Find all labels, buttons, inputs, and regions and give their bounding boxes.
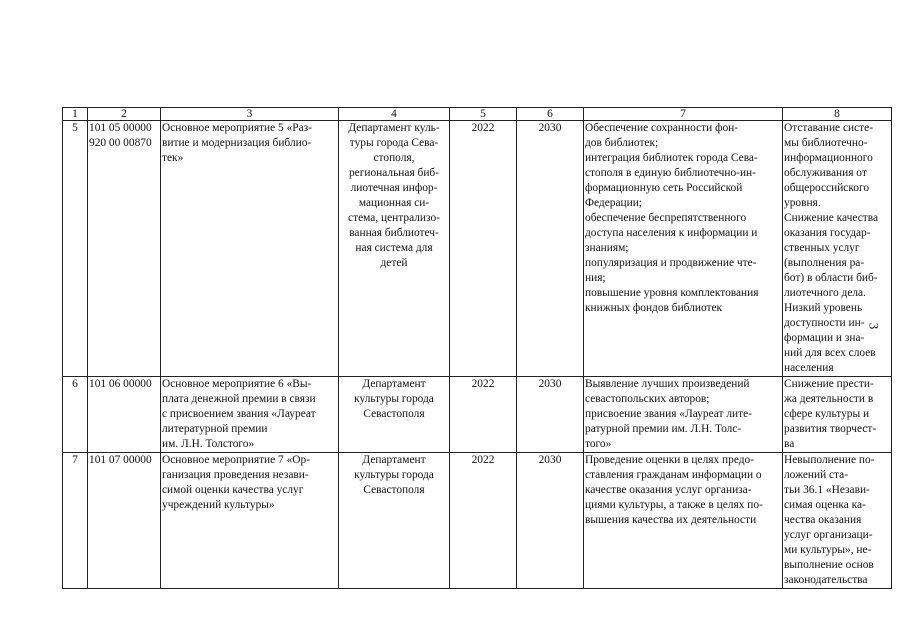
table-row — [63, 121, 892, 377]
expected-result-line: книжных фондов библиотек — [585, 302, 723, 314]
non-implementation-consequence-line: Снижение качества — [784, 212, 879, 224]
non-implementation-consequence-line: жа деятельности в — [784, 393, 874, 405]
non-implementation-consequence-line: Отставание систе- — [784, 122, 873, 134]
expected-result-cell — [584, 377, 783, 453]
non-implementation-consequence-line: Снижение прести- — [784, 378, 874, 390]
non-implementation-consequence-cell — [783, 453, 892, 589]
expected-result-line: повышение уровня комплектования — [585, 287, 759, 299]
budget-code-line: 101 06 00000 — [89, 378, 152, 390]
executor-line: мационная си- — [358, 197, 430, 209]
expected-result-line: стополя в единую библиотечно-ин- — [585, 167, 756, 179]
non-implementation-consequence-line: информационного — [784, 152, 873, 164]
non-implementation-consequence-line: уровня. — [784, 197, 821, 209]
non-implementation-consequence-cell — [783, 121, 892, 377]
expected-result-line: знаниям; — [585, 242, 629, 254]
col-header: 3 — [161, 108, 339, 121]
expected-result-cell — [584, 121, 783, 377]
non-implementation-consequence-line: чества оказания — [784, 514, 862, 526]
event-name-line: Основное мероприятие 5 «Раз- — [162, 122, 312, 134]
non-implementation-consequence-line: бот) в области биб- — [784, 272, 878, 284]
event-name-line: Основное мероприятие 7 «Ор- — [162, 454, 310, 466]
expected-result-line: Федерации; — [585, 197, 642, 209]
non-implementation-consequence-line: Невыполнение по- — [784, 454, 875, 466]
non-implementation-consequence-line: формации и зна- — [784, 332, 865, 344]
col-header: 6 — [517, 108, 584, 121]
row-number-cell: 6 — [63, 377, 88, 453]
non-implementation-consequence-line: развития творчест- — [784, 423, 877, 435]
non-implementation-consequence-line: (выполнения ра- — [784, 257, 865, 269]
executor-line: культуры города — [354, 393, 434, 405]
executor-line: стополя, — [373, 152, 415, 164]
executor-line: ванная библиотеч- — [349, 227, 439, 239]
non-implementation-consequence-line: ний для всех слоев — [784, 347, 876, 359]
event-name-line: с присвоением звания «Лауреат — [162, 408, 316, 420]
event-name-line: симой оценки качества услуг — [162, 484, 304, 496]
event-name-line: ганизация проведения незави- — [162, 469, 309, 481]
executor-line: туры города Сева- — [349, 137, 439, 149]
executor-line: лиотечная инфор- — [350, 182, 438, 194]
event-name-line: тек» — [162, 152, 184, 164]
non-implementation-consequence-line: услуг организаци- — [784, 529, 873, 541]
non-implementation-consequence-line: ва — [784, 438, 795, 450]
expected-result-line: того» — [585, 438, 612, 450]
non-implementation-consequence-line: ложений ста- — [784, 469, 849, 481]
expected-result-line: дов библиотек; — [585, 137, 659, 149]
page-number: 3 — [866, 322, 882, 330]
col-header: 2 — [88, 108, 161, 121]
non-implementation-consequence-line: выполнение основ — [784, 559, 874, 571]
budget-code-cell — [88, 453, 161, 589]
col-header: 1 — [63, 108, 88, 121]
expected-result-line: циями культуры, а также в целях по- — [585, 499, 763, 511]
non-implementation-consequence-line: лиотечного дела. — [784, 287, 866, 299]
expected-result-line: вышения качества их деятельности — [585, 514, 757, 526]
executor-line: стема, централизо- — [348, 212, 440, 224]
expected-result-line: обеспечение беспрепятственного — [585, 212, 747, 224]
expected-result-line: присвоение звания «Лауреат лите- — [585, 408, 752, 420]
non-implementation-consequence-line: ственных услуг — [784, 242, 860, 254]
event-name-cell — [161, 121, 339, 377]
expected-result-line: Проведение оценки в целях предо- — [585, 454, 755, 466]
non-implementation-consequence-line: ми культуры», не- — [784, 544, 872, 556]
expected-result-line: качестве оказания услуг организа- — [585, 484, 752, 496]
budget-code-line: 101 07 00000 — [89, 454, 152, 466]
measures-table — [62, 107, 892, 589]
non-implementation-consequence-cell — [783, 377, 892, 453]
non-implementation-consequence-line: тьи 36.1 «Незави- — [784, 484, 870, 496]
row-number-cell: 5 — [63, 121, 88, 377]
non-implementation-consequence-line: мы библиотечно- — [784, 137, 868, 149]
non-implementation-consequence-line: доступности ин- — [784, 317, 865, 329]
col-header: 8 — [783, 108, 892, 121]
event-name-line: Основное мероприятие 6 «Вы- — [162, 378, 312, 390]
expected-result-line: ния; — [585, 272, 606, 284]
non-implementation-consequence-line: населения — [784, 362, 834, 374]
expected-result-line: доступа населения к информации и — [585, 227, 758, 239]
executor-line: Департамент куль- — [348, 122, 440, 134]
budget-code-cell — [88, 121, 161, 377]
executor-cell — [339, 453, 450, 589]
executor-line: ная система для — [355, 242, 433, 254]
expected-result-line: интеграция библиотек города Сева- — [585, 152, 758, 164]
budget-code-line: 101 05 00000 — [89, 122, 152, 134]
expected-result-cell — [584, 453, 783, 589]
end-year-cell: 2030 — [517, 121, 584, 377]
col-header: 7 — [584, 108, 783, 121]
start-year-cell: 2022 — [450, 121, 517, 377]
non-implementation-consequence-line: сфере культуры и — [784, 408, 870, 420]
event-name-line: плата денежной премии в связи — [162, 393, 316, 405]
executor-line: Департамент — [362, 454, 426, 466]
event-name-line: витие и модернизация библио- — [162, 137, 312, 149]
budget-code-cell — [88, 377, 161, 453]
start-year-cell: 2022 — [450, 377, 517, 453]
col-header: 4 — [339, 108, 450, 121]
non-implementation-consequence-line: общероссийского — [784, 182, 870, 194]
executor-line: Севастополя — [363, 408, 425, 420]
event-name-line: литературной премии — [162, 423, 268, 435]
budget-code-line: 920 00 00870 — [89, 137, 152, 149]
event-name-line: им. Л.Н. Толстого» — [162, 438, 255, 450]
event-name-line: учреждений культуры» — [162, 499, 275, 511]
non-implementation-consequence-line: законодательства — [784, 574, 868, 586]
expected-result-line: севастопольских авторов; — [585, 393, 710, 405]
table-row — [63, 377, 892, 453]
event-name-cell — [161, 453, 339, 589]
non-implementation-consequence-line: симая оценка ка- — [784, 499, 866, 511]
executor-line: детей — [380, 257, 408, 269]
end-year-cell: 2030 — [517, 377, 584, 453]
start-year-cell: 2022 — [450, 453, 517, 589]
end-year-cell: 2030 — [517, 453, 584, 589]
expected-result-line: Выявление лучших произведений — [585, 378, 750, 390]
event-name-cell — [161, 377, 339, 453]
expected-result-line: ратурной премии им. Л.Н. Толс- — [585, 423, 742, 435]
row-number-cell: 7 — [63, 453, 88, 589]
expected-result-line: популяризация и продвижение чте- — [585, 257, 757, 269]
executor-cell — [339, 121, 450, 377]
expected-result-line: формационную сеть Российской — [585, 182, 743, 194]
expected-result-line: ставления гражданам информации о — [585, 469, 762, 481]
executor-line: региональная биб- — [348, 167, 440, 179]
non-implementation-consequence-line: Низкий уровень — [784, 302, 863, 314]
col-header: 5 — [450, 108, 517, 121]
executor-line: Департамент — [362, 378, 426, 390]
executor-line: Севастополя — [363, 484, 425, 496]
executor-line: культуры города — [354, 469, 434, 481]
non-implementation-consequence-line: обслуживания от — [784, 167, 867, 179]
executor-cell — [339, 377, 450, 453]
table-row — [63, 453, 892, 589]
expected-result-line: Обеспечение сохранности фон- — [585, 122, 739, 134]
column-number-row — [63, 108, 892, 121]
non-implementation-consequence-line: оказания государ- — [784, 227, 871, 239]
